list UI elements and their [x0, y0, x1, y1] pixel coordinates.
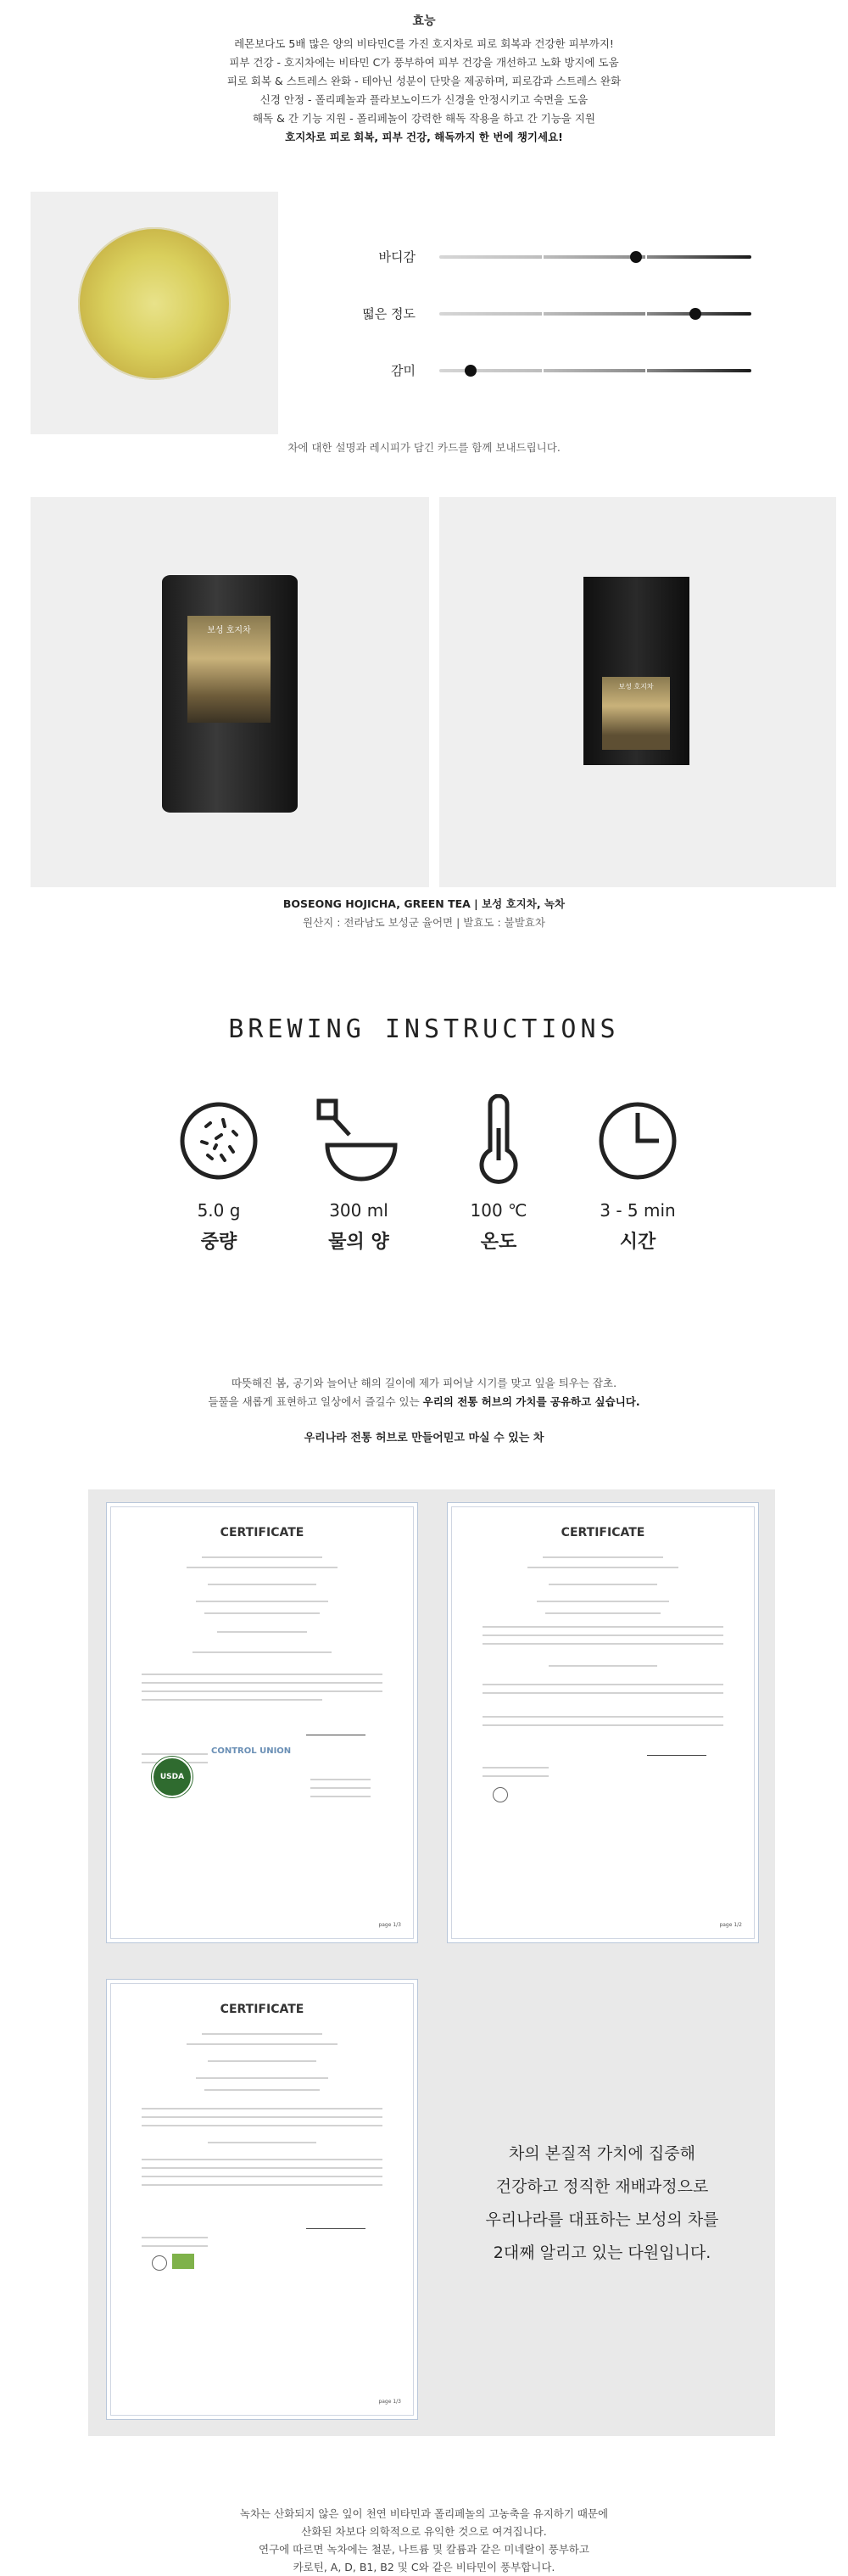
story-line	[0, 1393, 848, 1411]
benefits-line: 피부 건강 - 호지차에는 비타민 C가 풍부하여 피부 건강을 개선하고 노화 방지에 도움	[229, 56, 619, 69]
taste-ticks	[439, 312, 751, 316]
certificate-eu	[110, 1983, 414, 2416]
benefits-line: 신경 안정 - 폴리페놀과 플라보노이드가 신경을 안정시키고 숙면을 도움	[259, 93, 589, 106]
certificate-title: CERTIFICATE	[220, 1526, 304, 1539]
page-number: page 1/2	[719, 1922, 742, 1928]
benefits-line: 호지차로 피로 회복, 피부 건강, 해독까지 한 번에 챙기세요!	[285, 131, 563, 143]
description-line: 산화된 차보다 의학적으로 유익한 것으로 여겨집니다.	[301, 2525, 547, 2538]
bag-label	[602, 677, 670, 750]
story-line-highlight: 우리의 전통 허브의 가치를 공유	[422, 1395, 572, 1408]
story-line-part: 하고 싶습니다.	[571, 1395, 640, 1408]
product-origin: 원산지 : 전라남도 보성군 율어면 | 발효도 : 불발효차	[303, 916, 545, 929]
usda-organic-logo: USDA ORGANIC	[152, 1757, 192, 1797]
page-number: page 1/3	[378, 2399, 401, 2405]
water-label: 물의 양	[328, 1232, 389, 1253]
product-can-photo	[31, 497, 429, 887]
slogan-line: 차의 본질적 가치에 집중해	[508, 2144, 695, 2163]
temperature-value: 100 ℃	[470, 1200, 527, 1221]
story-text	[0, 1374, 848, 1411]
tea-cup-image	[78, 227, 231, 380]
signature	[306, 1718, 365, 1735]
story-line: 따뜻해진 봄, 공기와 늘어난 해의 길이에 제가 피어날 시기를 맞고 잎을 틔우는 잡초.	[231, 1377, 617, 1389]
benefits-line: 레몬보다도 5배 많은 양의 비타민C를 가진 호지차로 피로 회복과 건강한 피부까지!	[234, 37, 614, 50]
benefits-line: 피로 회복 & 스트레스 완화 - 테아닌 성분이 단맛을 제공하며, 피로감과 스트레스 완화	[226, 75, 622, 87]
taste-knob-astringency	[695, 312, 701, 320]
brand-slogan	[475, 2137, 729, 2270]
teapot-pour-icon	[312, 1094, 405, 1187]
story-tagline: 우리나라 전통 허브로 만들어믿고 마실 수 있는 차	[304, 1432, 544, 1444]
taste-knob-sweetness	[471, 369, 477, 377]
taste-label-astringency: 떫은 정도	[362, 306, 416, 321]
taste-ticks	[439, 255, 751, 259]
certificate-title: CERTIFICATE	[220, 2003, 304, 2016]
tea-bag	[583, 577, 689, 765]
taste-label-sweetness: 감미	[391, 363, 416, 378]
thermometer-icon	[452, 1094, 545, 1187]
product-name: BOSEONG HOJICHA, GREEN TEA | 보성 호지차, 녹차	[282, 897, 566, 910]
card-note: 차에 대한 설명과 레시피가 담긴 카드를 함께 보내드립니다.	[287, 441, 561, 454]
product-bag-photo	[439, 497, 836, 887]
temperature-label: 온도	[480, 1232, 517, 1253]
signature	[306, 2211, 365, 2229]
benefits-section	[0, 12, 848, 147]
time-label: 시간	[619, 1232, 656, 1253]
eu-organic-logo	[172, 2254, 194, 2269]
signature	[647, 1738, 706, 1756]
taste-knob-body	[636, 255, 642, 263]
jas-logo	[493, 1787, 508, 1802]
page-number: page 1/3	[378, 1922, 401, 1928]
control-union-logo: CONTROL UNION	[211, 1746, 292, 1756]
brewing-title: BREWING INSTRUCTIONS	[228, 1014, 620, 1044]
clock-icon	[591, 1094, 684, 1187]
slogan-line: 우리나라를 대표하는 보성의 차를	[485, 2210, 719, 2229]
certificate-jas	[451, 1506, 755, 1939]
certificate-usda	[110, 1506, 414, 1939]
benefits-title: 효능	[412, 14, 436, 28]
time-value: 3 - 5 min	[600, 1200, 676, 1221]
story-line-part: 들풀을 새롭게 표현하고 일상에서 즐길수 있는	[208, 1395, 423, 1408]
green-tea-description	[0, 2505, 848, 2576]
water-value: 300 ml	[329, 1200, 388, 1221]
tea-can	[162, 575, 298, 813]
slogan-line: 2대째 알리고 있는 다원입니다.	[493, 2244, 711, 2262]
slogan-line: 건강하고 정직한 재배과정으로	[495, 2177, 709, 2196]
tea-leaves-icon	[172, 1094, 265, 1187]
certificates-panel	[88, 1489, 775, 2436]
description-line: 연구에 따르면 녹차에는 철분, 나트륨 및 칼륨과 같은 미네랄이 풍부하고	[259, 2543, 589, 2556]
weight-label: 중량	[200, 1232, 237, 1253]
bag-label-text: 보성 호지차	[618, 683, 654, 690]
can-label	[187, 616, 271, 723]
certificate-title: CERTIFICATE	[561, 1526, 645, 1539]
tea-cup-photo	[31, 192, 278, 434]
taste-ticks	[439, 369, 751, 372]
description-line: 카로틴, A, D, B1, B2 및 C와 같은 비타민이 풍부합니다.	[293, 2561, 555, 2573]
benefits-line: 해독 & 간 기능 지원 - 폴리페놀이 강력한 해독 작용을 하고 간 기능을 지원	[252, 112, 595, 125]
description-line: 녹차는 산화되지 않은 잎이 천연 비타민과 폴리페놀의 고농축을 유지하기 때문에	[239, 2507, 609, 2520]
taste-label-body: 바디감	[378, 249, 416, 265]
can-label-text: 보성 호지차	[207, 626, 251, 635]
weight-value: 5.0 g	[197, 1200, 241, 1221]
control-union-seal	[152, 2255, 167, 2271]
